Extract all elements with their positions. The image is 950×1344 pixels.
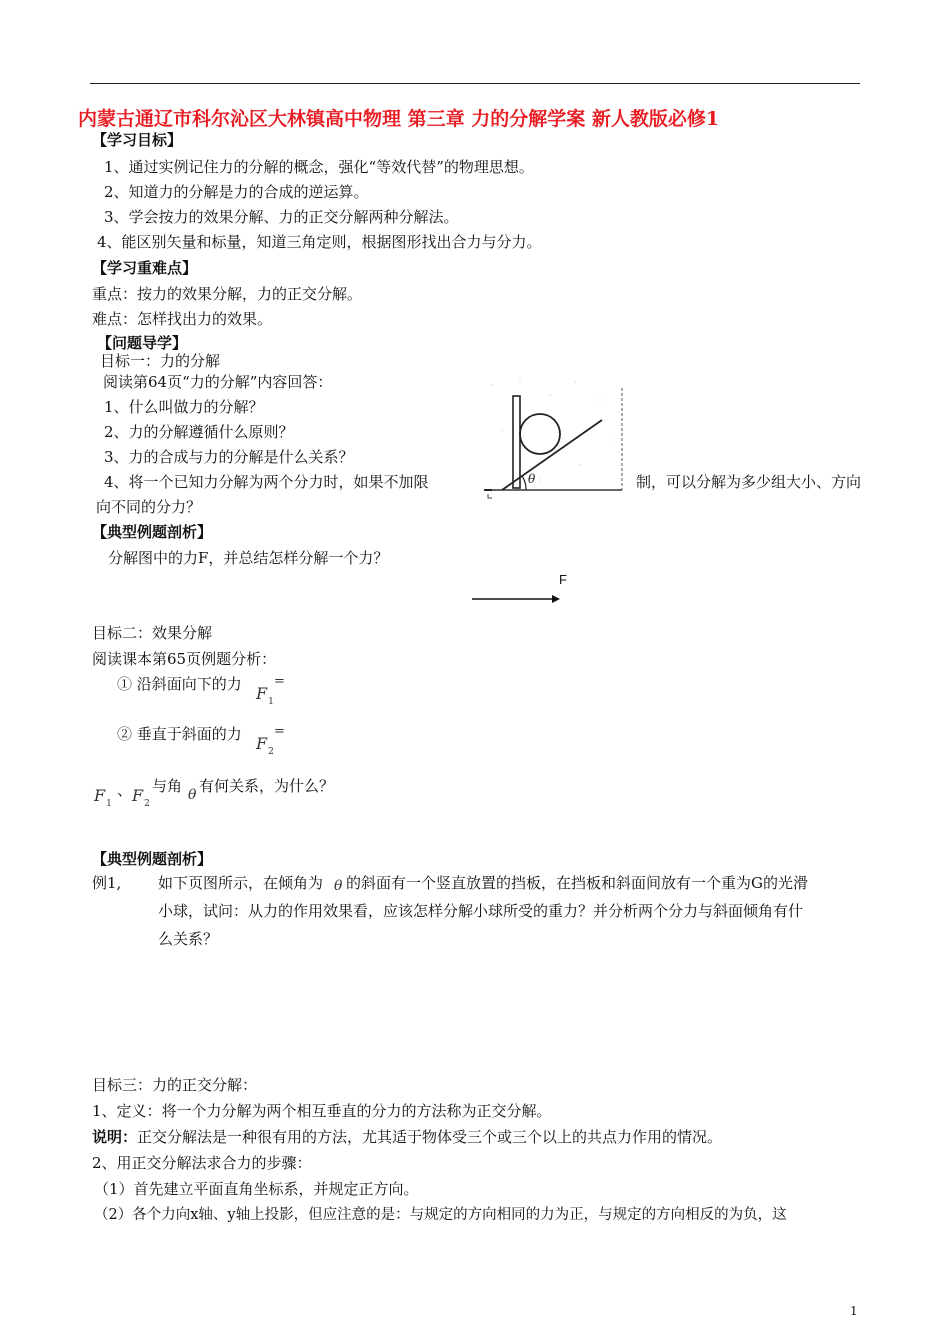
question-4-start: 4、将一个已知力分解为两个分力时，如果不加限: [104, 473, 429, 491]
orthogonal-note: [92, 1127, 722, 1147]
objective-item: 2、知道力的分解是力的合成的逆运算。: [104, 183, 369, 201]
relation-with-angle: 与角: [152, 777, 183, 795]
orthogonal-step-1: （1）首先建立平面直角坐标系，并规定正方向。: [94, 1180, 419, 1198]
page-number: 1: [850, 1304, 858, 1318]
question-1: 1、什么叫做力的分解？: [104, 398, 264, 416]
read-instruction: 阅读第64页“力的分解”内容回答：: [103, 373, 333, 391]
question-3: 3、力的合成与力的分解是什么关系？: [104, 448, 354, 466]
objective-item: 4、能区别矢量和标量，知道三角定则，根据图形找出合力与分力。: [97, 233, 542, 251]
guide-heading: 【问题导学】: [97, 334, 188, 352]
f2-symbol: $F_2$: [256, 734, 274, 757]
decompose-prompt: 分解图中的力F，并总结怎样分解一个力？: [108, 549, 389, 567]
f1-symbol: $F_1$: [256, 684, 274, 707]
objective-item: 3、学会按力的效果分解、力的正交分解两种分解法。: [104, 208, 459, 226]
question-4-continued: 制，可以分解为多少组大小、方向: [636, 473, 862, 491]
note-text: 正交分解法是一种很有用的方法，尤其适于物体受三个或三个以上的共点力作用的情况。: [137, 1128, 723, 1146]
note-label: 说明：: [92, 1128, 138, 1146]
example-1-line-3: 么关系？: [158, 930, 219, 948]
question-4-end: 向不同的分力？: [96, 498, 202, 516]
goal-three-heading: 目标三：力的正交分解：: [92, 1076, 258, 1094]
question-2: 2、力的分解遵循什么原则？: [104, 423, 294, 441]
relation-f1: $F_1$: [94, 786, 112, 809]
orthogonal-steps-heading: 2、用正交分解法求合力的步骤：: [92, 1154, 312, 1172]
example-1-text-a: 如下页图所示，在倾角为: [158, 874, 324, 892]
force-f-arrow: [472, 590, 562, 602]
incline-ball-figure: [480, 370, 630, 502]
key-point: 重点：按力的效果分解，力的正交分解。: [92, 285, 363, 303]
effect-item-1: ① 沿斜面向下的力: [117, 675, 242, 693]
orthogonal-definition: 1、定义：将一个力分解为两个相互垂直的分力的方法称为正交分解。: [92, 1102, 552, 1120]
goal-two-heading: 目标二：效果分解: [92, 624, 213, 642]
relation-f2: $F_2$: [132, 786, 150, 809]
relation-question: 有何关系，为什么？: [199, 777, 335, 795]
example-1-label: 例1,: [92, 874, 122, 892]
goal-two-read: 阅读课本第65页例题分析：: [92, 650, 277, 668]
example-1-theta: θ: [334, 878, 343, 894]
header-rule: [90, 83, 860, 84]
orthogonal-step-2: （2）各个力向x轴、y轴上投影，但应注意的是：与规定的方向相同的力为正，与规定的方向相反的为负，这: [94, 1207, 787, 1223]
keypoints-heading: 【学习重难点】: [92, 259, 198, 277]
page-title: 内蒙古通辽市科尔沁区大林镇高中物理 第三章 力的分解学案 新人教版必修1: [78, 108, 720, 130]
example-analysis-heading: 【典型例题剖析】: [92, 523, 213, 541]
relation-theta: θ: [188, 787, 197, 803]
f1-equals: =: [274, 674, 285, 689]
relation-separator: 、: [117, 781, 133, 799]
example-analysis-heading-2: 【典型例题剖析】: [92, 850, 213, 868]
goal-one: 目标一：力的分解: [100, 352, 221, 370]
effect-item-2: ② 垂直于斜面的力: [117, 725, 242, 743]
angle-theta-label: θ: [528, 472, 536, 486]
objective-item: 1、通过实例记住力的分解的概念，强化“等效代替”的物理思想。: [104, 158, 534, 176]
example-1-text-b: 的斜面有一个竖直放置的挡板，在挡板和斜面间放有一个重为G的光滑: [346, 874, 808, 892]
f2-equals: =: [274, 724, 285, 739]
force-f-label: F: [559, 572, 567, 587]
example-1-line-2: 小球，试问：从力的作用效果看，应该怎样分解小球所受的重力？并分析两个分力与斜面倾角有什: [158, 902, 804, 920]
difficult-point: 难点：怎样找出力的效果。: [92, 310, 273, 328]
objectives-heading: 【学习目标】: [92, 131, 183, 149]
